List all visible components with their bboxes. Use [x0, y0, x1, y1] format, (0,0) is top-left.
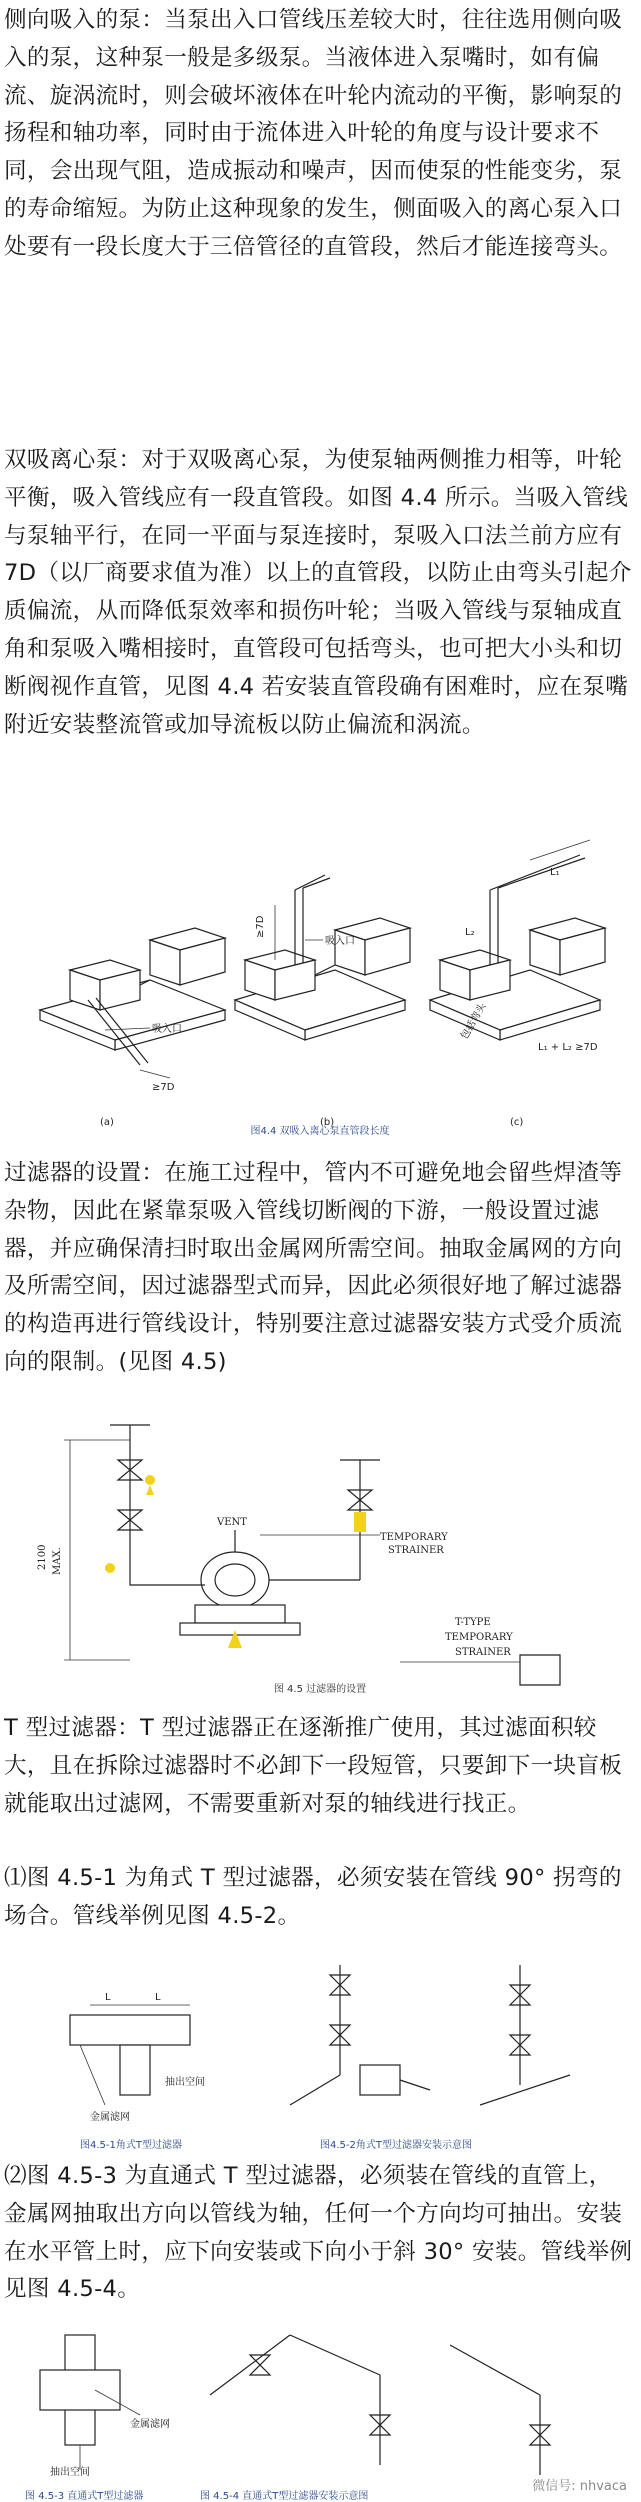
- figure-4-5-3: [25, 2335, 170, 2502]
- label-temporary-2: TEMPORARY: [445, 1632, 513, 1643]
- label-mesh-451: 金属滤网: [90, 2112, 130, 2123]
- figure-4-5-1: [70, 1992, 205, 2151]
- label-ge7d-a: ≥7D: [152, 1082, 175, 1093]
- figure-4-4-caption: 图4.4 双吸入离心泵直管段长度: [250, 1126, 390, 1137]
- label-ge7d-b: ≥7D: [255, 915, 266, 938]
- figure-4-5-3-4: [0, 2305, 641, 2502]
- figure-4-5-caption: 图 4.5 过滤器的设置: [273, 1684, 367, 1695]
- label-mesh-453: 金属滤网: [130, 2419, 170, 2430]
- paragraph-double-suction-pump: 双吸离心泵：对于双吸离心泵，为使泵轴两侧推力相等，叶轮平衡，吸入管线应有一段直管段。如图 4.4 所示。当吸入管线与泵轴平行，在同一平面与泵连接时，泵吸入口法兰前方应有 7D（以厂商要求值为准）以上的直管段，以防止由弯头引起介质偏流，从而降低泵效率和损伤叶轮；当吸入管线与泵轴成直角和泵吸入嘴相接时，直管段可包括弯头，也可把大小头和切断阀视作直管，见图 4.4 若安装直管段确有困难时，应在泵嘴附近安装整流管或加导流板以防止偏流和涡流。: [4, 447, 632, 738]
- dim-2100: 2100: [37, 1544, 48, 1570]
- figure-4-5-1-2: [0, 1945, 641, 2155]
- paragraph-t-type-strainer: T 型过滤器：T 型过滤器正在逐渐推广使用，其过滤面积较大，且在拆除过滤器时不必卸下一段短管，只要卸下一块盲板就能取出过滤网，不需要重新对泵的轴线进行找正。: [4, 1715, 623, 1817]
- figure-4-4: [0, 810, 641, 1140]
- label-inlet-b: 吸入口: [325, 936, 355, 947]
- label-sub-a: (a): [100, 1117, 114, 1128]
- label-vent: VENT: [217, 1517, 247, 1528]
- label-temporary-1: TEMPORARY: [380, 1532, 448, 1543]
- figure-4-5-2-caption: 图4.5-2角式T型过滤器安装示意图: [320, 2140, 472, 2151]
- paragraph-straight-t-strainer: ⑵图 4.5-3 为直通式 T 型过滤器，必须装在管线的直管上，金属网抽取出方向以管线为轴，任何一个方向均可抽出。安装在水平管上时，应下向安装或下向小于斜 30° 安装。管线举例见图 4.5-4。: [4, 2163, 633, 2303]
- figure-4-4-b: [235, 875, 410, 1128]
- figure-4-5-4-caption: 图 4.5-4 直通式T型过滤器安装示意图: [200, 2491, 369, 2502]
- label-t-type: T-TYPE: [455, 1617, 491, 1628]
- figure-4-5-2: [290, 1965, 570, 2151]
- label-L1: L₁: [550, 867, 560, 878]
- label-inlet-a: 吸入口: [152, 1024, 182, 1035]
- paragraph-side-suction-pump: 侧向吸入的泵：当泵出入口管线压差较大时，往往选用侧向吸入的泵，这种泵一般是多级泵。当液体进入泵嘴时，如有偏流、旋涡流时，则会破坏液体在叶轮内流动的平衡，影响泵的扬程和轴功率，同时由于流体进入叶轮的角度与设计要求不同，会出现气阻，造成振动和噪声，因而使泵的性能变劣，泵的寿命缩短。为防止这种现象的发生，侧面吸入的离心泵入口处要有一段长度大于三倍管径的直管段，然后才能连接弯头。: [4, 7, 623, 260]
- figure-4-4-a: [40, 928, 225, 1128]
- label-space-451: 抽出空间: [165, 2077, 205, 2088]
- label-L-451b: L: [155, 1992, 161, 2003]
- figure-4-4-c: [430, 840, 605, 1128]
- paragraph-strainer-setup: 过滤器的设置：在施工过程中，管内不可避免地会留些焊渣等杂物，因此在紧靠泵吸入管线切断阀的下游，一般设置过滤器，并应确保清扫时取出金属网所需空间。抽取金属网的方向及所需空间，因过滤器型式而异，因此必须很好地了解过滤器的构造再进行管线设计，特别要注意过滤器安装方式受介质流向的限制。(见图 4.5): [4, 1160, 623, 1375]
- figure-4-5-4: [200, 2335, 550, 2502]
- label-strainer-2: STRAINER: [455, 1647, 511, 1658]
- label-sub-b: (b): [320, 1117, 335, 1128]
- figure-4-5: [0, 1400, 641, 1700]
- label-strainer-1: STRAINER: [388, 1545, 444, 1556]
- label-L2: L₂: [465, 927, 475, 938]
- label-L-451: L: [105, 1992, 111, 2003]
- watermark: 微信号: nhvaca: [532, 2479, 627, 2494]
- figure-4-5-3-caption: 图 4.5-3 直通式T型过滤器: [25, 2491, 144, 2502]
- label-include-bend: 包括弯头: [459, 1001, 489, 1042]
- paragraph-angle-t-strainer: ⑴图 4.5-1 为角式 T 型过滤器，必须安装在管线 90° 拐弯的场合。管线举例见图 4.5-2。: [4, 1865, 622, 1929]
- label-l1-l2-sum: L₁ + L₂ ≥7D: [538, 1042, 598, 1053]
- label-space-453: 抽出空间: [50, 2467, 90, 2478]
- dim-max: MAX.: [52, 1547, 63, 1575]
- label-sub-c: (c): [510, 1117, 524, 1128]
- figure-4-5-1-caption: 图4.5-1角式T型过滤器: [80, 2140, 182, 2151]
